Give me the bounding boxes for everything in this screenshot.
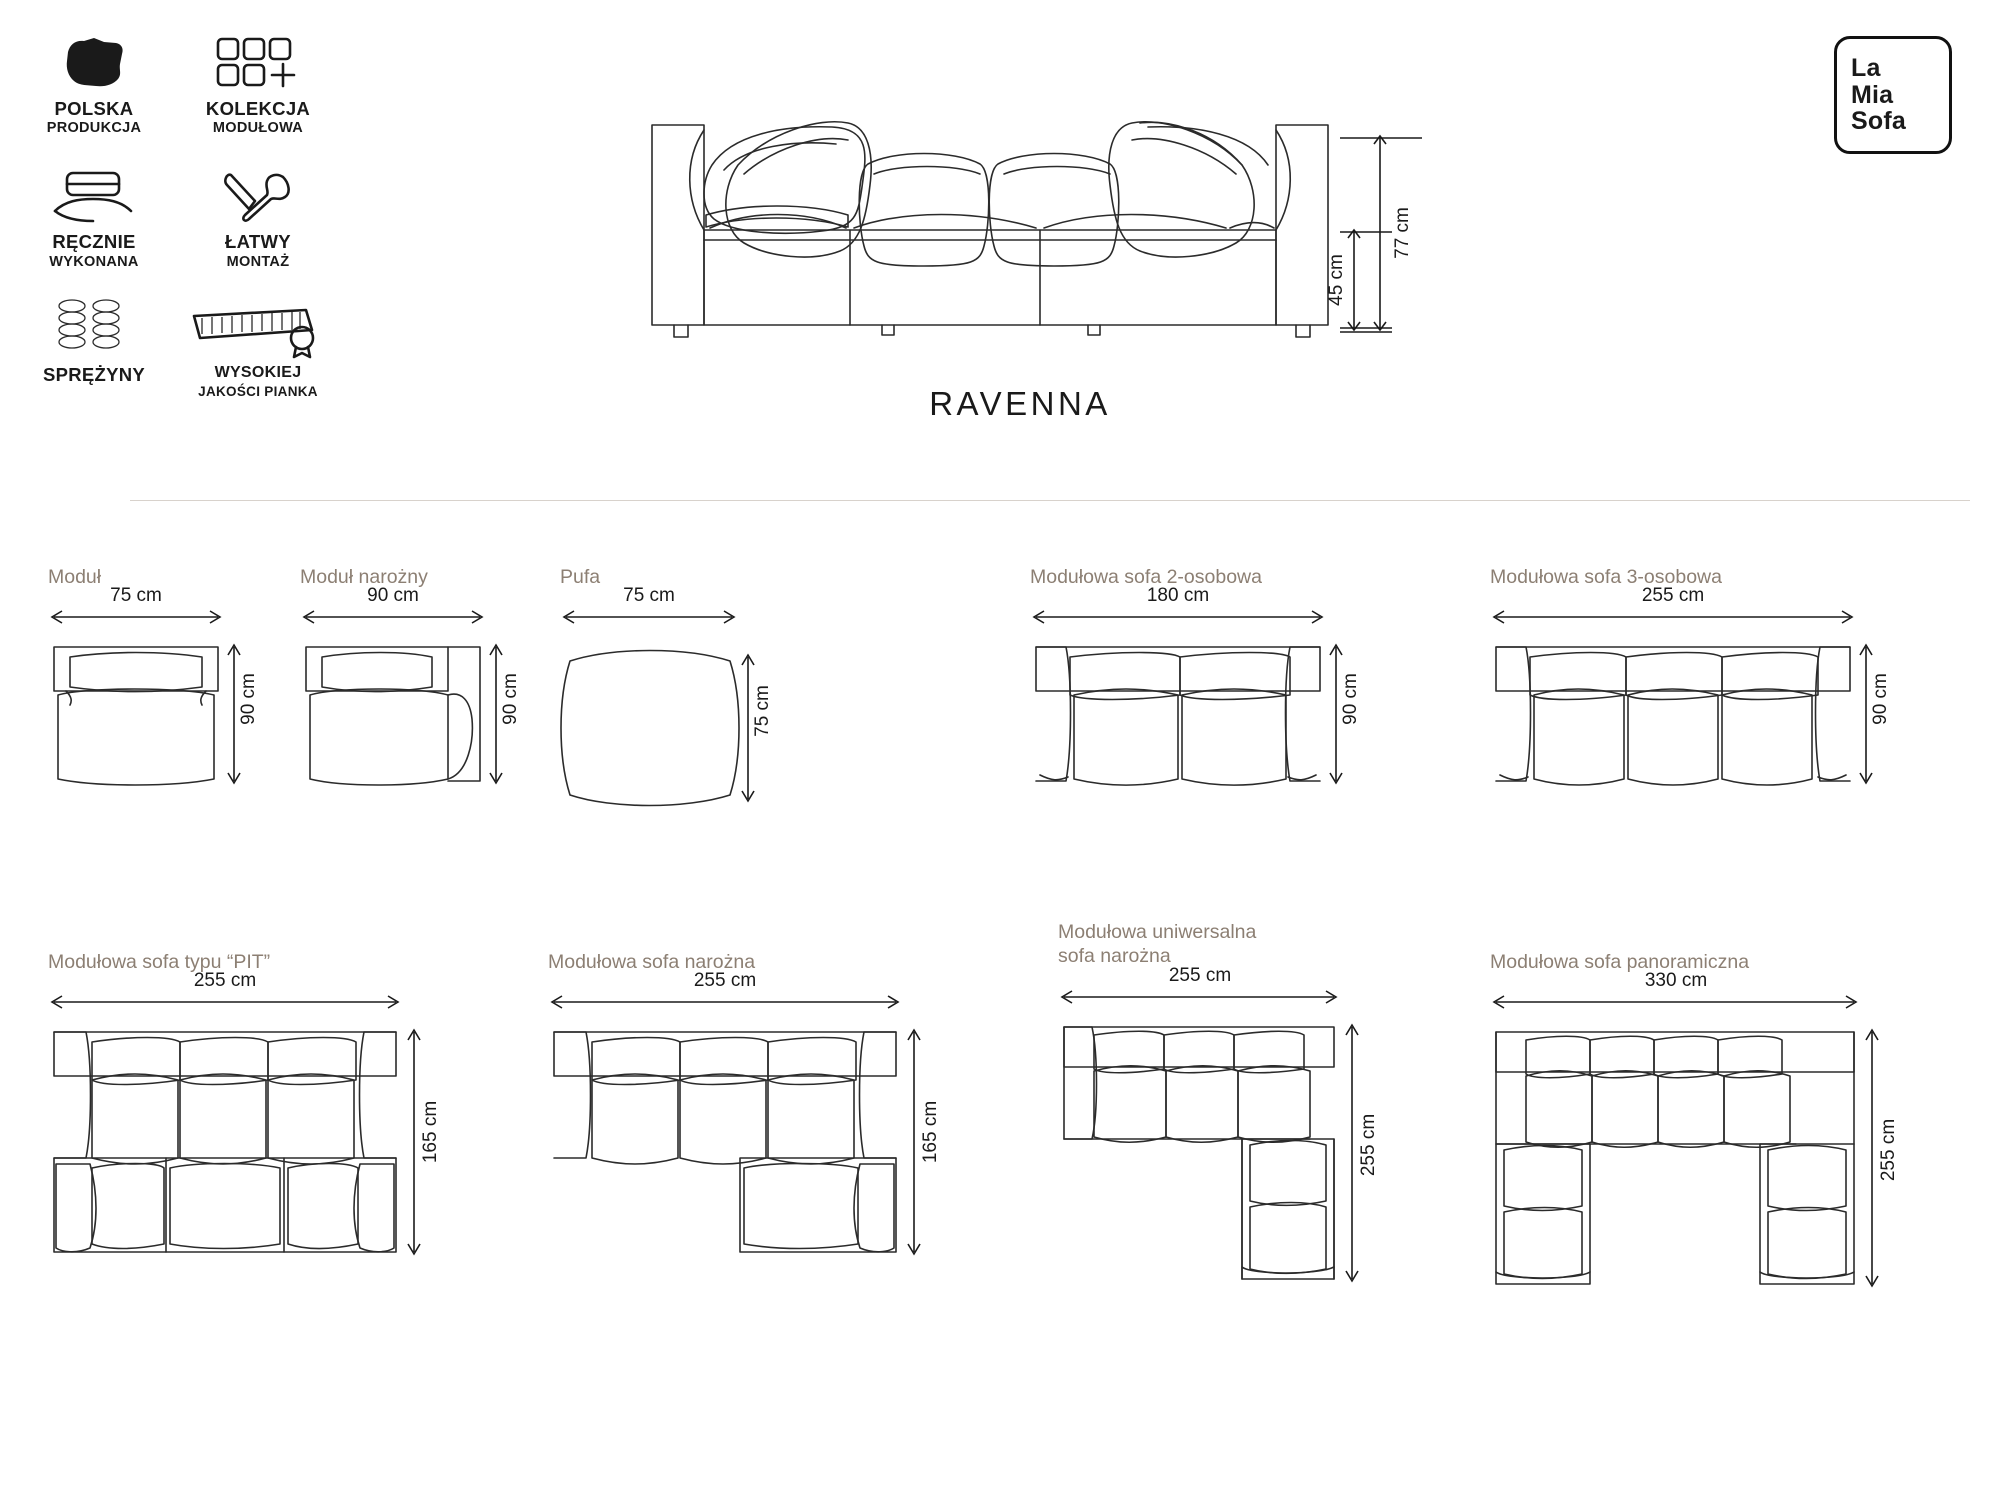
feature-label-line1: RĘCZNIE: [52, 231, 136, 253]
feature-label-line2: MONTAŻ: [226, 253, 290, 270]
variant-height-label: 90 cm: [1340, 673, 1361, 726]
tools-icon: [198, 163, 318, 225]
feature-label-line1: WYSOKIEJ: [214, 364, 302, 382]
brand-logo: [1834, 36, 1952, 154]
variant-width-label: 330 cm: [1644, 970, 1708, 992]
feature-label-line1: KOLEKCJA: [205, 98, 311, 119]
variant-modul: [48, 565, 278, 899]
feature-kolekcja-modulowa: [198, 30, 318, 137]
hero-dimensions: [1326, 136, 1422, 332]
width-dimension: [1494, 970, 1856, 1008]
variant-label: Modułowa sofa 2-osobowa: [1030, 566, 1262, 588]
hero-height-total-label: 77 cm: [1392, 207, 1413, 259]
springs-icon: [34, 296, 154, 358]
height-dimension: [1860, 645, 1891, 783]
feature-label-line2: PRODUKCJA: [46, 120, 142, 137]
hand-sofa-icon: [34, 163, 154, 225]
feature-row-2: [34, 163, 334, 270]
width-dimension: [1062, 965, 1336, 1003]
logo-line-1: La: [1851, 53, 1881, 82]
height-dimension: [1866, 1030, 1899, 1286]
width-dimension: [52, 970, 398, 1008]
variant-label: Modułowa sofa panoramiczna: [1490, 951, 1750, 973]
variant-width-label: 255 cm: [1641, 585, 1705, 607]
variant-width-label: 255 cm: [693, 970, 757, 992]
feature-wysokiej-jakosci-pianka: [198, 296, 318, 399]
feature-label-line2: JAKOŚCI PIANKA: [198, 383, 318, 399]
variant-width-label: 255 cm: [1168, 964, 1232, 986]
section-divider: [130, 500, 1970, 501]
variant-sofa-3-osobowa: [1490, 565, 1890, 899]
variant-height-label: 165 cm: [920, 1101, 941, 1164]
variant-height-label: 75 cm: [752, 685, 773, 738]
variant-sofa-narozna: [548, 950, 948, 1314]
variant-height-label: 165 cm: [420, 1101, 441, 1164]
variant-label-line2: sofa narożna: [1058, 945, 1171, 968]
variant-height-label: 90 cm: [238, 673, 259, 726]
feature-label-line2: MODUŁOWA: [212, 120, 304, 137]
hero-sofa-illustration: [640, 70, 1413, 360]
height-dimension: [1330, 645, 1361, 783]
width-dimension: [1494, 585, 1852, 623]
modules-grid-icon: [198, 30, 318, 92]
height-dimension: [908, 1030, 941, 1254]
variant-height-label: 90 cm: [1870, 673, 1891, 726]
feature-label-line2: WYKONANA: [49, 253, 139, 270]
width-dimension: [564, 585, 734, 623]
variant-label: [1058, 920, 1398, 969]
variant-label: Modułowa sofa 3-osobowa: [1490, 566, 1722, 588]
variant-width-label: 75 cm: [623, 585, 675, 607]
foam-badge-icon: [198, 296, 318, 358]
feature-label-line1: ŁATWY: [225, 231, 291, 253]
width-dimension: [1034, 585, 1322, 623]
variant-label: Moduł: [48, 566, 102, 588]
feature-row-1: [34, 30, 334, 137]
variant-label: Pufa: [560, 566, 601, 588]
variant-sofa-2-osobowa: [1030, 565, 1360, 899]
logo-line-3: Sofa: [1851, 107, 1906, 136]
poland-map-icon: [34, 30, 154, 92]
variant-sofa-pit: [48, 950, 448, 1314]
variant-pufa: [560, 565, 800, 899]
feature-polska-produkcja: [34, 30, 154, 137]
variant-height-label: 90 cm: [500, 673, 521, 726]
feature-latwy-montaz: [198, 163, 318, 270]
variant-height-label: 255 cm: [1878, 1119, 1899, 1182]
hero-height-seat-label: 45 cm: [1326, 254, 1347, 306]
feature-row-3: [34, 296, 334, 399]
width-dimension: [304, 585, 482, 623]
feature-label-line1: POLSKA: [54, 98, 134, 119]
variant-width-label: 180 cm: [1146, 585, 1210, 607]
variant-label-line1: Modułowa uniwersalna: [1058, 921, 1257, 943]
feature-sprezyny: [34, 296, 154, 399]
variant-width-label: 75 cm: [110, 585, 162, 607]
variant-width-label: 255 cm: [193, 970, 257, 992]
variant-label: Modułowa sofa narożna: [548, 951, 756, 973]
variant-label: Modułowa sofa typu “PIT”: [48, 951, 271, 973]
variant-sofa-panoramiczna: [1490, 950, 1910, 1344]
feature-recznie-wykonana: [34, 163, 154, 270]
variant-height-label: 255 cm: [1358, 1113, 1379, 1176]
variant-modul-narozny: [300, 565, 550, 899]
height-dimension: [408, 1030, 441, 1254]
page-title: RAVENNA: [929, 385, 1111, 422]
height-dimension: [742, 655, 773, 801]
width-dimension: [52, 585, 220, 623]
features-grid: [34, 30, 334, 426]
height-dimension: [490, 645, 521, 783]
width-dimension: [552, 970, 898, 1008]
logo-line-2: Mia: [1851, 80, 1894, 109]
variant-width-label: 90 cm: [367, 585, 419, 607]
height-dimension: [1346, 1025, 1379, 1281]
feature-label-line1: SPRĘŻYNY: [42, 364, 146, 386]
variant-label: Moduł narożny: [300, 566, 428, 588]
height-dimension: [228, 645, 259, 783]
variant-uniwersalna-narozna: [1058, 920, 1398, 1339]
